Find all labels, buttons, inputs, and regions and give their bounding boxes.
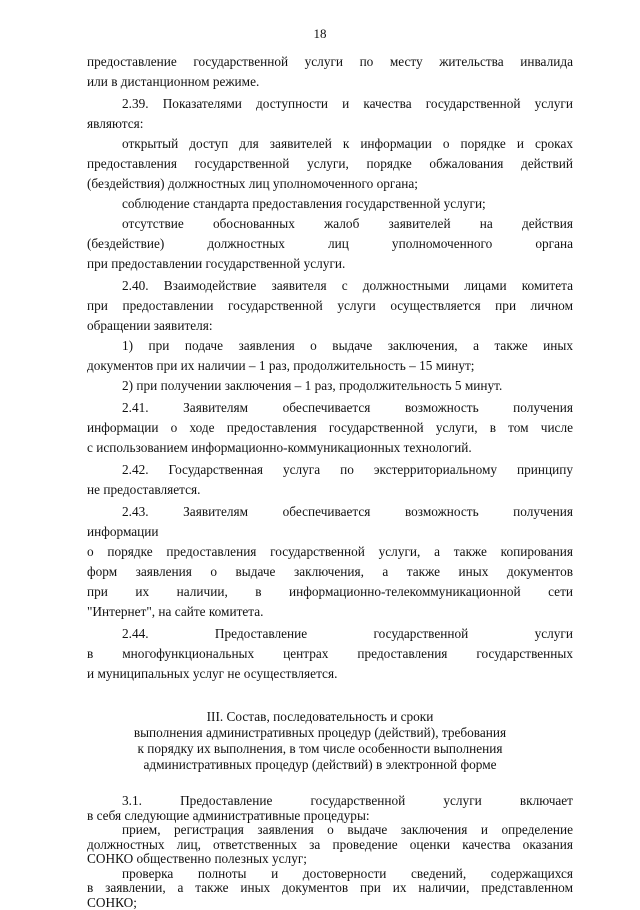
text-line: в себя следующие административные процедуры: bbox=[87, 807, 370, 823]
text-line: информации о ходе предоставления государственной услуги, в том числе bbox=[87, 420, 573, 435]
text-line: и муниципальных услуг не осуществляется. bbox=[87, 666, 338, 681]
text-line: при их наличии, в информационно-телекоммуникационной сети bbox=[87, 584, 573, 599]
paragraph-2-42: 2.42. Государственная услуга по экстерриториальному принципу bbox=[122, 462, 573, 477]
text-line: (бездействия) должностных лиц уполномоченного органа; bbox=[87, 176, 418, 191]
text-line: при предоставлении государственной услуги. bbox=[87, 256, 346, 271]
text-line: при предоставлении государственной услуги осуществляется при личном bbox=[87, 298, 573, 313]
text-line: информации bbox=[87, 524, 159, 539]
text-line: 1) при подаче заявления о выдаче заключения, а также иных bbox=[122, 338, 573, 353]
text-line: предоставление государственной услуги по месту жительства инвалида bbox=[87, 54, 573, 69]
text-line: в многофункциональных центрах предоставления государственных bbox=[87, 646, 573, 661]
text-line: о порядке предоставления государственной услуги, а также копирования bbox=[87, 544, 573, 559]
heading-line: III. Состав, последовательность и сроки bbox=[206, 709, 434, 724]
text-line: предоставления государственной услуги, порядке обжалования действий bbox=[87, 156, 573, 171]
paragraph-2-39: 2.39. Показателями доступности и качества государственной услуги bbox=[122, 96, 573, 111]
text-line: СОНКО; bbox=[87, 894, 137, 910]
text-line: с использованием информационно-коммуникационных технологий. bbox=[87, 440, 472, 455]
text-line: соблюдение стандарта предоставления государственной услуги; bbox=[122, 196, 486, 211]
text-line: "Интернет", на сайте комитета. bbox=[87, 604, 264, 619]
text-line: прием, регистрация заявления о выдаче заключения и определение bbox=[122, 822, 573, 837]
paragraph-2-43: 2.43. Заявителям обеспечивается возможность получения bbox=[122, 504, 573, 519]
page-number: 18 bbox=[313, 26, 327, 41]
text-line: документов при их наличии – 1 раз, продолжительность – 15 минут; bbox=[87, 358, 475, 373]
heading-line: административных процедур (действий) в электронной форме bbox=[143, 757, 497, 772]
paragraph-3-1: 3.1. Предоставление государственной услуги включает bbox=[122, 793, 573, 808]
text-line: 2) при получении заключения – 1 раз, продолжительность 5 минут. bbox=[122, 378, 503, 393]
paragraph-2-40: 2.40. Взаимодействие заявителя с должностными лицами комитета bbox=[122, 278, 573, 293]
text-line: отсутствие обоснованных жалоб заявителей на действия bbox=[122, 216, 573, 231]
heading-line: к порядку их выполнения, в том числе особенности выполнения bbox=[137, 741, 503, 756]
text-line: или в дистанционном режиме. bbox=[87, 74, 260, 89]
text-line: форм заявления о выдаче заключения, а также иных документов bbox=[87, 564, 573, 579]
text-line: проверка полноты и достоверности сведений, содержащихся bbox=[122, 865, 573, 881]
paragraph-2-44: 2.44. Предоставление государственной услуги bbox=[122, 626, 573, 641]
text-line: (бездействие) должностных лиц уполномоченного органа bbox=[87, 236, 573, 251]
paragraph-2-41: 2.41. Заявителям обеспечивается возможность получения bbox=[122, 400, 573, 415]
text-line: в заявлении, а также иных документов при их наличии, представленном bbox=[87, 880, 573, 895]
text-line: должностных лиц, ответственных за проведение оценки качества оказания bbox=[87, 836, 573, 852]
heading-line: выполнения административных процедур (действий), требования bbox=[133, 725, 507, 740]
text-line: не предоставляется. bbox=[87, 482, 201, 497]
text-line: СОНКО общественно полезных услуг; bbox=[87, 851, 307, 866]
text-line: открытый доступ для заявителей к информации о порядке и сроках bbox=[122, 136, 573, 151]
text-line: обращении заявителя: bbox=[87, 318, 213, 333]
text-line: являются: bbox=[87, 116, 144, 131]
